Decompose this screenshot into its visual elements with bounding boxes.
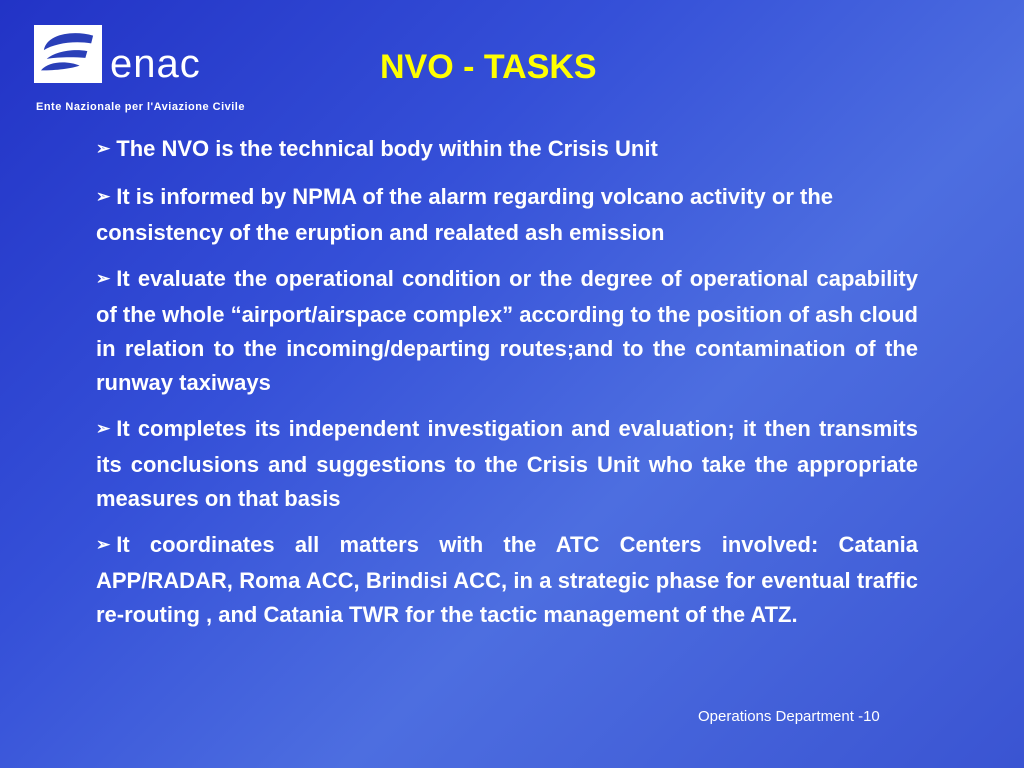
list-item-text: It coordinates all matters with the ATC Centers involved: Catania APP/RADAR, Roma ACC, Brindisi ACC, in a strategic phase for eventual traffic re-routing , and Catania TWR for the tactic management of the ATZ. (96, 532, 918, 627)
list-item (96, 528, 918, 632)
enac-subtitle: Ente Nazionale per l'Aviazione Civile (36, 101, 245, 113)
arrow-bullet-icon: ➢ (96, 419, 111, 438)
enac-logo-emblem (34, 25, 102, 83)
footer-label: Operations Department -10 (698, 708, 880, 725)
arrow-bullet-icon: ➢ (96, 269, 111, 288)
arrow-bullet-icon: ➢ (96, 139, 111, 158)
task-list (96, 132, 918, 644)
list-item (96, 132, 918, 168)
list-item (96, 180, 918, 250)
list-item-text: The NVO is the technical body within the Crisis Unit (116, 136, 658, 161)
list-item (96, 262, 918, 400)
slide-title: NVO - TASKS (380, 48, 597, 86)
enac-wordmark: enac (110, 42, 201, 86)
list-item-text: It is informed by NPMA of the alarm regarding volcano activity or the consistency of the eruption and realated ash emission (96, 184, 834, 245)
list-item-text: It evaluate the operational condition or the degree of operational capability of the whole “airport/airspace complex” according to the position of ash cloud in relation to the incoming/departing routes;and to the contamination of the runway taxiways (96, 266, 918, 395)
list-item (96, 412, 918, 516)
arrow-bullet-icon: ➢ (96, 187, 111, 206)
list-item-text: It completes its independent investigation and evaluation; it then transmits its conclusions and suggestions to the Crisis Unit who take the appropriate measures on that basis (96, 416, 918, 511)
enac-logo-mark-icon (35, 26, 101, 82)
arrow-bullet-icon: ➢ (96, 535, 111, 554)
